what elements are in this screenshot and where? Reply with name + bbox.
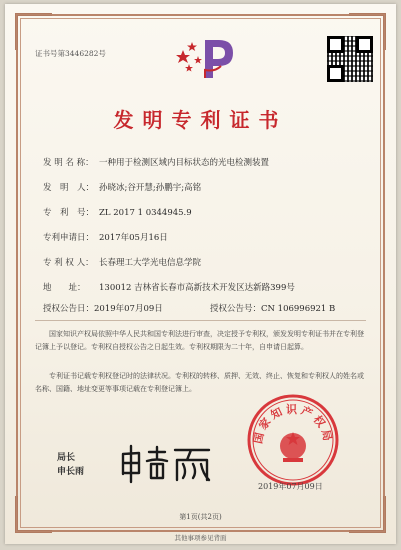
qr-code: [327, 36, 373, 82]
field-value: 长春理工大学光电信息学院: [99, 258, 202, 268]
officer-name: 申长雨: [57, 467, 85, 477]
field-patentee: [43, 256, 201, 268]
field-announcement-date: [43, 302, 163, 314]
field-value: 2019年07月09日: [94, 304, 163, 314]
field-label: 发 明 人：: [43, 183, 95, 193]
field-label: 专 利 权 人：: [43, 258, 94, 268]
official-seal: [245, 392, 341, 488]
officer-title: 局长: [57, 453, 76, 463]
grant-paragraph: 国家知识产权局依照中华人民共和国专利法进行审查，决定授予专利权，颁发发明专利证书并在专利登记簿上予以登记。专利权自授权公告之日起生效。专利权期限为二十年，自申请日起算。: [35, 330, 364, 351]
page-number: 第1页(共2页): [179, 513, 222, 521]
corner-ornament: [15, 13, 52, 50]
director-signature: [117, 444, 217, 484]
field-value: CN 106996921 B: [261, 304, 336, 314]
field-label: 授权公告日：: [43, 304, 95, 314]
field-label: 专利申请日：: [43, 233, 95, 243]
field-patent-number: [43, 206, 192, 218]
field-label: 地 址：: [43, 283, 86, 293]
legal-status-paragraph: 专利证书记载专利权登记时的法律状况。专利权的转移、质押、无效、终止、恢复和专利权人的姓名或名称、国籍、地址变更等事项记载在专利登记簿上。: [35, 372, 364, 393]
svg-text:国家知识产权局: 国家知识产权局: [251, 403, 335, 445]
field-value: 孙晓冰;谷开慧;孙鹏宇;高铭: [99, 183, 202, 193]
field-value: ZL 2017 1 0344945.9: [99, 208, 192, 218]
field-value: 一种用于检测区域内目标状态的光电检测装置: [99, 158, 270, 168]
field-label: 授权公告号：: [210, 304, 262, 314]
continue-note: 其他事项参见背面: [174, 534, 227, 542]
field-value: 2017年05月16日: [99, 233, 168, 243]
field-address: [43, 281, 295, 293]
field-invention-name: [43, 156, 269, 168]
divider: [35, 320, 366, 321]
field-announcement-number: [210, 302, 335, 314]
certificate-number: 证书号第3446282号: [35, 49, 106, 58]
certificate-title: 发明专利证书: [113, 108, 288, 132]
patent-certificate: [5, 4, 396, 544]
field-inventors: [43, 181, 201, 193]
field-label: 专 利 号：: [43, 208, 95, 218]
field-label: 发 明 名 称：: [43, 158, 94, 168]
field-application-date: [43, 231, 168, 243]
field-value: 130012 吉林省长春市高新技术开发区达新路399号: [99, 283, 295, 293]
cnipa-logo-icon: [175, 36, 237, 82]
seal-date: 2019年07月09日: [258, 482, 323, 491]
